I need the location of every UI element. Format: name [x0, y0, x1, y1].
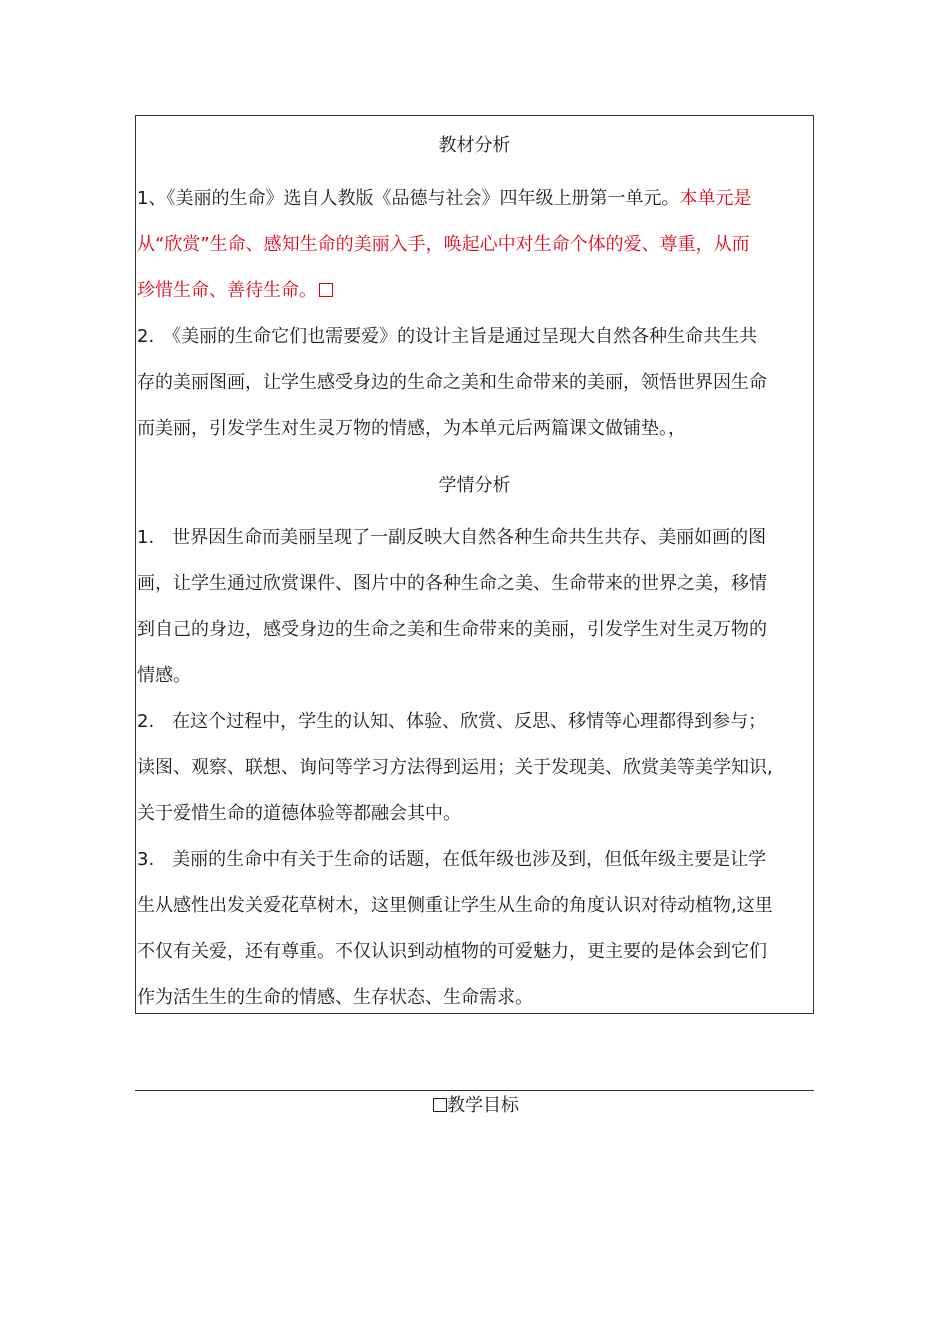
- student-analysis-paragraph-2: [137, 699, 813, 837]
- placeholder-box-icon: [433, 1098, 447, 1112]
- emphasis-line: 从“欣赏”生命、感知生命的美丽入手，唤起心中对生命个体的爱、尊重，从而: [137, 234, 750, 255]
- paragraph-line: 1、《美丽的生命》选自人教版《品德与社会》四年级上册第一单元。本单元是: [137, 188, 752, 209]
- teaching-goals-heading: 教学目标: [0, 1094, 950, 1118]
- paragraph-line: 存的美丽图画，让学生感受身边的生命之美和生命带来的美丽，领悟世界因生命: [137, 372, 767, 393]
- paragraph-line: 2. 在这个过程中，学生的认知、体验、欣赏、反思、移情等心理都得到参与；: [137, 711, 767, 732]
- textbook-analysis-paragraph-2: [137, 314, 813, 452]
- paragraph-line: 画，让学生通过欣赏课件、图片中的各种生命之美、生命带来的世界之美，移情: [137, 573, 767, 594]
- paragraph-line: 作为活生生的生命的情感、生存状态、生命需求。: [137, 987, 533, 1008]
- placeholder-box-icon: [319, 283, 333, 297]
- paragraph-line: 情感。: [137, 665, 191, 686]
- analysis-table: [135, 115, 814, 1014]
- paragraph-line: 3. 美丽的生命中有关于生命的话题，在低年级也涉及到，但低年级主要是让学: [137, 849, 767, 870]
- paragraph-line: 读图、观察、联想、询问等学习方法得到运用；关于发现美、欣赏美等美学知识,: [137, 757, 773, 778]
- paragraph-line: 1. 世界因生命而美丽呈现了一副反映大自然各种生命共生共存、美丽如画的图: [137, 527, 767, 548]
- paragraph-line: 生从感性出发关爱花草树木，这里侧重让学生从生命的角度认识对待动植物,这里: [137, 895, 773, 916]
- paragraph-line: 不仅有关爱，还有尊重。不仅认识到动植物的可爱魅力，更主要的是体会到它们: [137, 941, 767, 962]
- emphasis-line: 珍惜生命、善待生命。: [137, 268, 813, 314]
- textbook-analysis-paragraph-1: [137, 176, 813, 314]
- student-analysis-heading: 学情分析: [438, 475, 511, 496]
- emphasis-text: 本单元是: [679, 188, 752, 209]
- textbook-analysis-heading: 教材分析: [438, 135, 511, 156]
- paragraph-line: 而美丽，引发学生对生灵万物的情感，为本单元后两篇课文做铺垫。，: [137, 418, 686, 439]
- student-analysis-paragraph-3: [137, 837, 813, 1021]
- paragraph-line: 2. 《美丽的生命它们也需要爱》的设计主旨是通过呈现大自然各种生命共生共: [137, 326, 758, 347]
- paragraph-line: 到自己的身边，感受身边的生命之美和生命带来的美丽，引发学生对生灵万物的: [137, 619, 767, 640]
- paragraph-line: 关于爱惜生命的道德体验等都融会其中。: [137, 803, 461, 824]
- student-analysis-paragraph-1: [137, 515, 813, 699]
- section-divider: [135, 1090, 814, 1091]
